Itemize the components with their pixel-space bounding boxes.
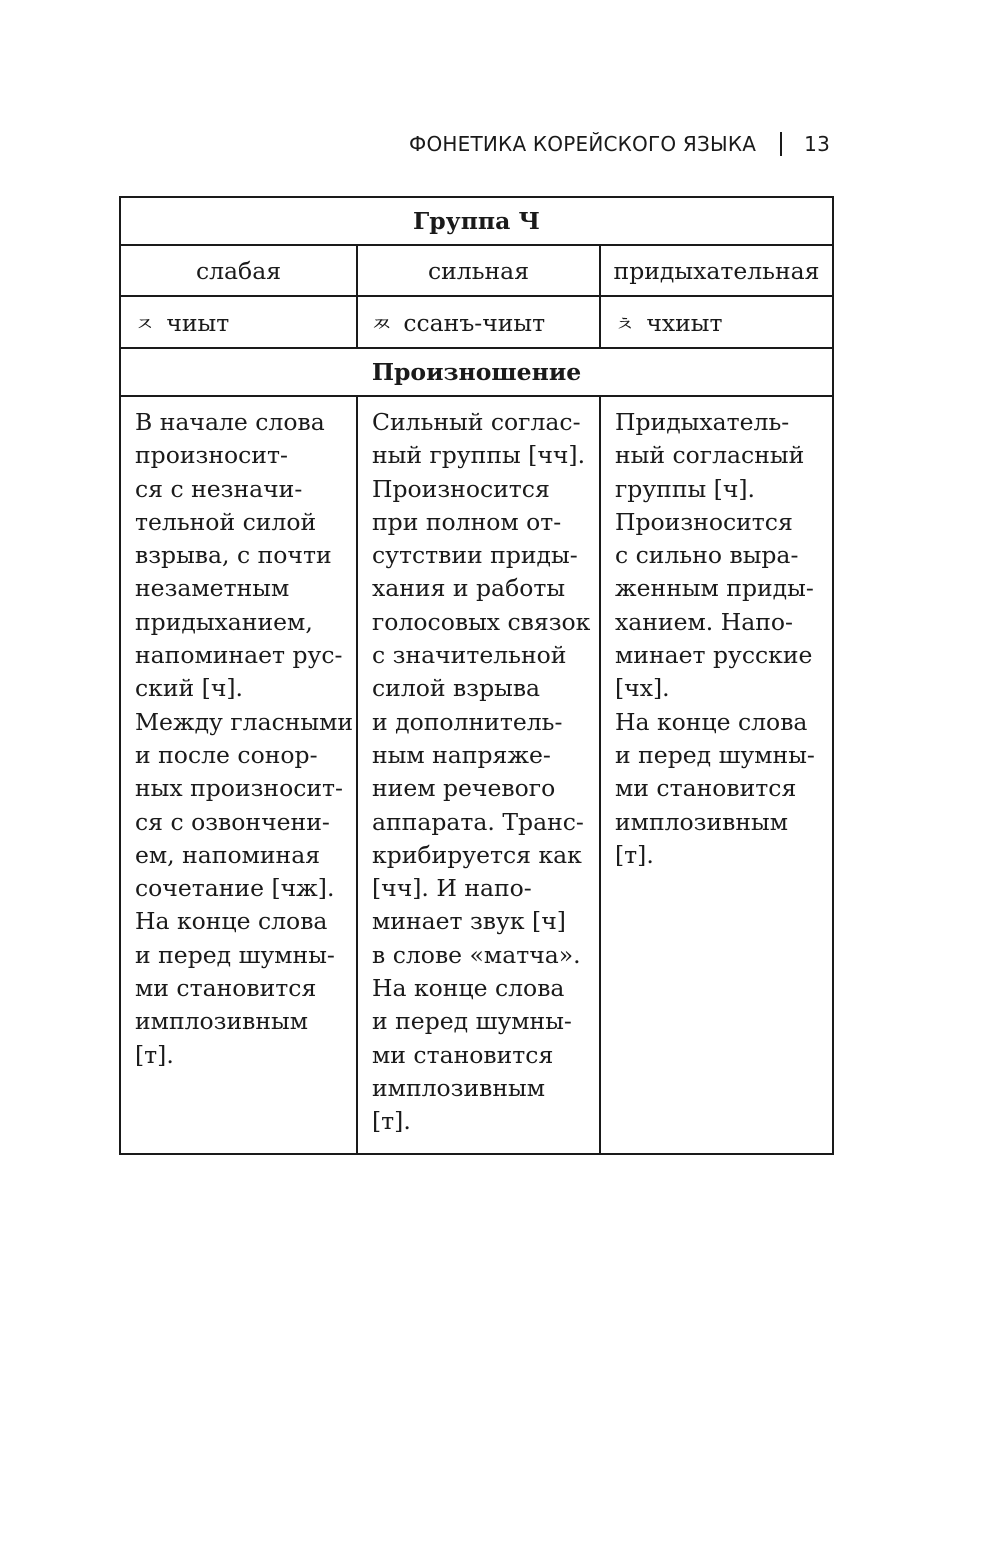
description-line: с сильно выра- xyxy=(615,541,799,570)
description-line: ми становится xyxy=(372,1040,554,1069)
jamo-letter-aspirated: ㅊ xyxy=(615,311,635,336)
description-line: имплозивным xyxy=(372,1073,546,1102)
description-line: [т]. xyxy=(372,1107,411,1136)
consonant-name: чхиыт xyxy=(646,308,723,337)
type-aspirated: придыхательная xyxy=(600,245,833,296)
jamo-letter-strong: ㅉ xyxy=(372,311,392,336)
description-line: минает русские xyxy=(615,641,813,670)
description-line: и дополнитель- xyxy=(372,707,563,736)
description-line: и после сонор- xyxy=(135,740,318,769)
description-line: тельной силой xyxy=(135,507,317,536)
description-line: незаметным xyxy=(135,574,290,603)
description-line: нием речевого xyxy=(372,774,556,803)
name-weak xyxy=(120,296,357,348)
description-line: и перед шумны- xyxy=(372,1007,572,1036)
description-line: ся с озвончени- xyxy=(135,807,330,836)
name-aspirated xyxy=(600,296,833,348)
description-line: взрыва, с почти xyxy=(135,541,332,570)
description-line: Между гласными xyxy=(135,707,354,736)
type-strong: сильная xyxy=(357,245,600,296)
description-line: [чч]. И напо- xyxy=(372,874,532,903)
description-line: силой взрыва xyxy=(372,674,541,703)
consonant-type-row xyxy=(120,245,833,296)
pronunciation-title: Произношение xyxy=(120,348,833,396)
running-header xyxy=(409,132,830,156)
description-line: голосовых связок xyxy=(372,607,591,636)
consonant-name: ссанъ-чиыт xyxy=(403,308,546,337)
header-separator xyxy=(780,132,782,156)
description-line: Произносится xyxy=(615,507,793,536)
type-weak: слабая xyxy=(120,245,357,296)
description-line: при полном от- xyxy=(372,507,562,536)
description-line: На конце слова xyxy=(135,907,328,936)
description-aspirated xyxy=(600,396,833,1154)
consonant-group-table xyxy=(119,196,834,1155)
description-line: [т]. xyxy=(615,840,654,869)
description-line: [т]. xyxy=(135,1040,174,1069)
description-line: придыханием, xyxy=(135,607,313,636)
group-title: Группа Ч xyxy=(120,197,833,245)
description-line: ский [ч]. xyxy=(135,674,243,703)
description-line: сочетание [чж]. xyxy=(135,874,335,903)
description-line: В начале слова xyxy=(135,408,325,436)
description-weak xyxy=(120,396,357,1154)
description-line: аппарата. Транс- xyxy=(372,807,584,836)
description-line: [чх]. xyxy=(615,674,670,703)
description-line: Придыхатель- xyxy=(615,408,790,436)
description-line: ный согласный xyxy=(615,441,805,470)
description-row xyxy=(120,396,833,1154)
description-line: минает звук [ч] xyxy=(372,907,566,936)
description-line: крибируется как xyxy=(372,840,582,869)
description-line: ем, напоминая xyxy=(135,840,321,869)
name-strong xyxy=(357,296,600,348)
description-line: ных произносит- xyxy=(135,774,344,803)
table-title-row xyxy=(120,197,833,245)
description-line: Сильный соглас- xyxy=(372,408,581,436)
description-line: имплозивным xyxy=(615,807,789,836)
description-line: На конце слова xyxy=(615,707,808,736)
description-strong xyxy=(357,396,600,1154)
description-line: и перед шумны- xyxy=(135,940,335,969)
description-line: хания и работы xyxy=(372,574,566,603)
description-line: На конце слова xyxy=(372,974,565,1003)
description-line: Произносится xyxy=(372,474,550,503)
jamo-letter-weak: ㅈ xyxy=(135,311,155,336)
description-line: ся с незначи- xyxy=(135,474,303,503)
description-line: в слове «матча». xyxy=(372,940,581,969)
description-line: ный группы [чч]. xyxy=(372,441,586,470)
pronunciation-title-row xyxy=(120,348,833,396)
description-line: имплозивным xyxy=(135,1007,309,1036)
description-line: ми становится xyxy=(135,974,317,1003)
description-line: произносит- xyxy=(135,441,288,470)
description-line: ханием. Напо- xyxy=(615,607,793,636)
consonant-name-row xyxy=(120,296,833,348)
section-title: ФОНЕТИКА КОРЕЙСКОГО ЯЗЫКА xyxy=(409,132,757,156)
description-line: группы [ч]. xyxy=(615,474,756,503)
description-line: ми становится xyxy=(615,774,797,803)
page-number: 13 xyxy=(804,132,830,156)
description-line: сутствии приды- xyxy=(372,541,578,570)
description-line: ным напряже- xyxy=(372,740,551,769)
consonant-name: чиыт xyxy=(166,308,230,337)
description-line: женным приды- xyxy=(615,574,814,603)
description-line: напоминает рус- xyxy=(135,641,343,670)
description-line: и перед шумны- xyxy=(615,740,815,769)
description-line: с значительной xyxy=(372,641,567,670)
